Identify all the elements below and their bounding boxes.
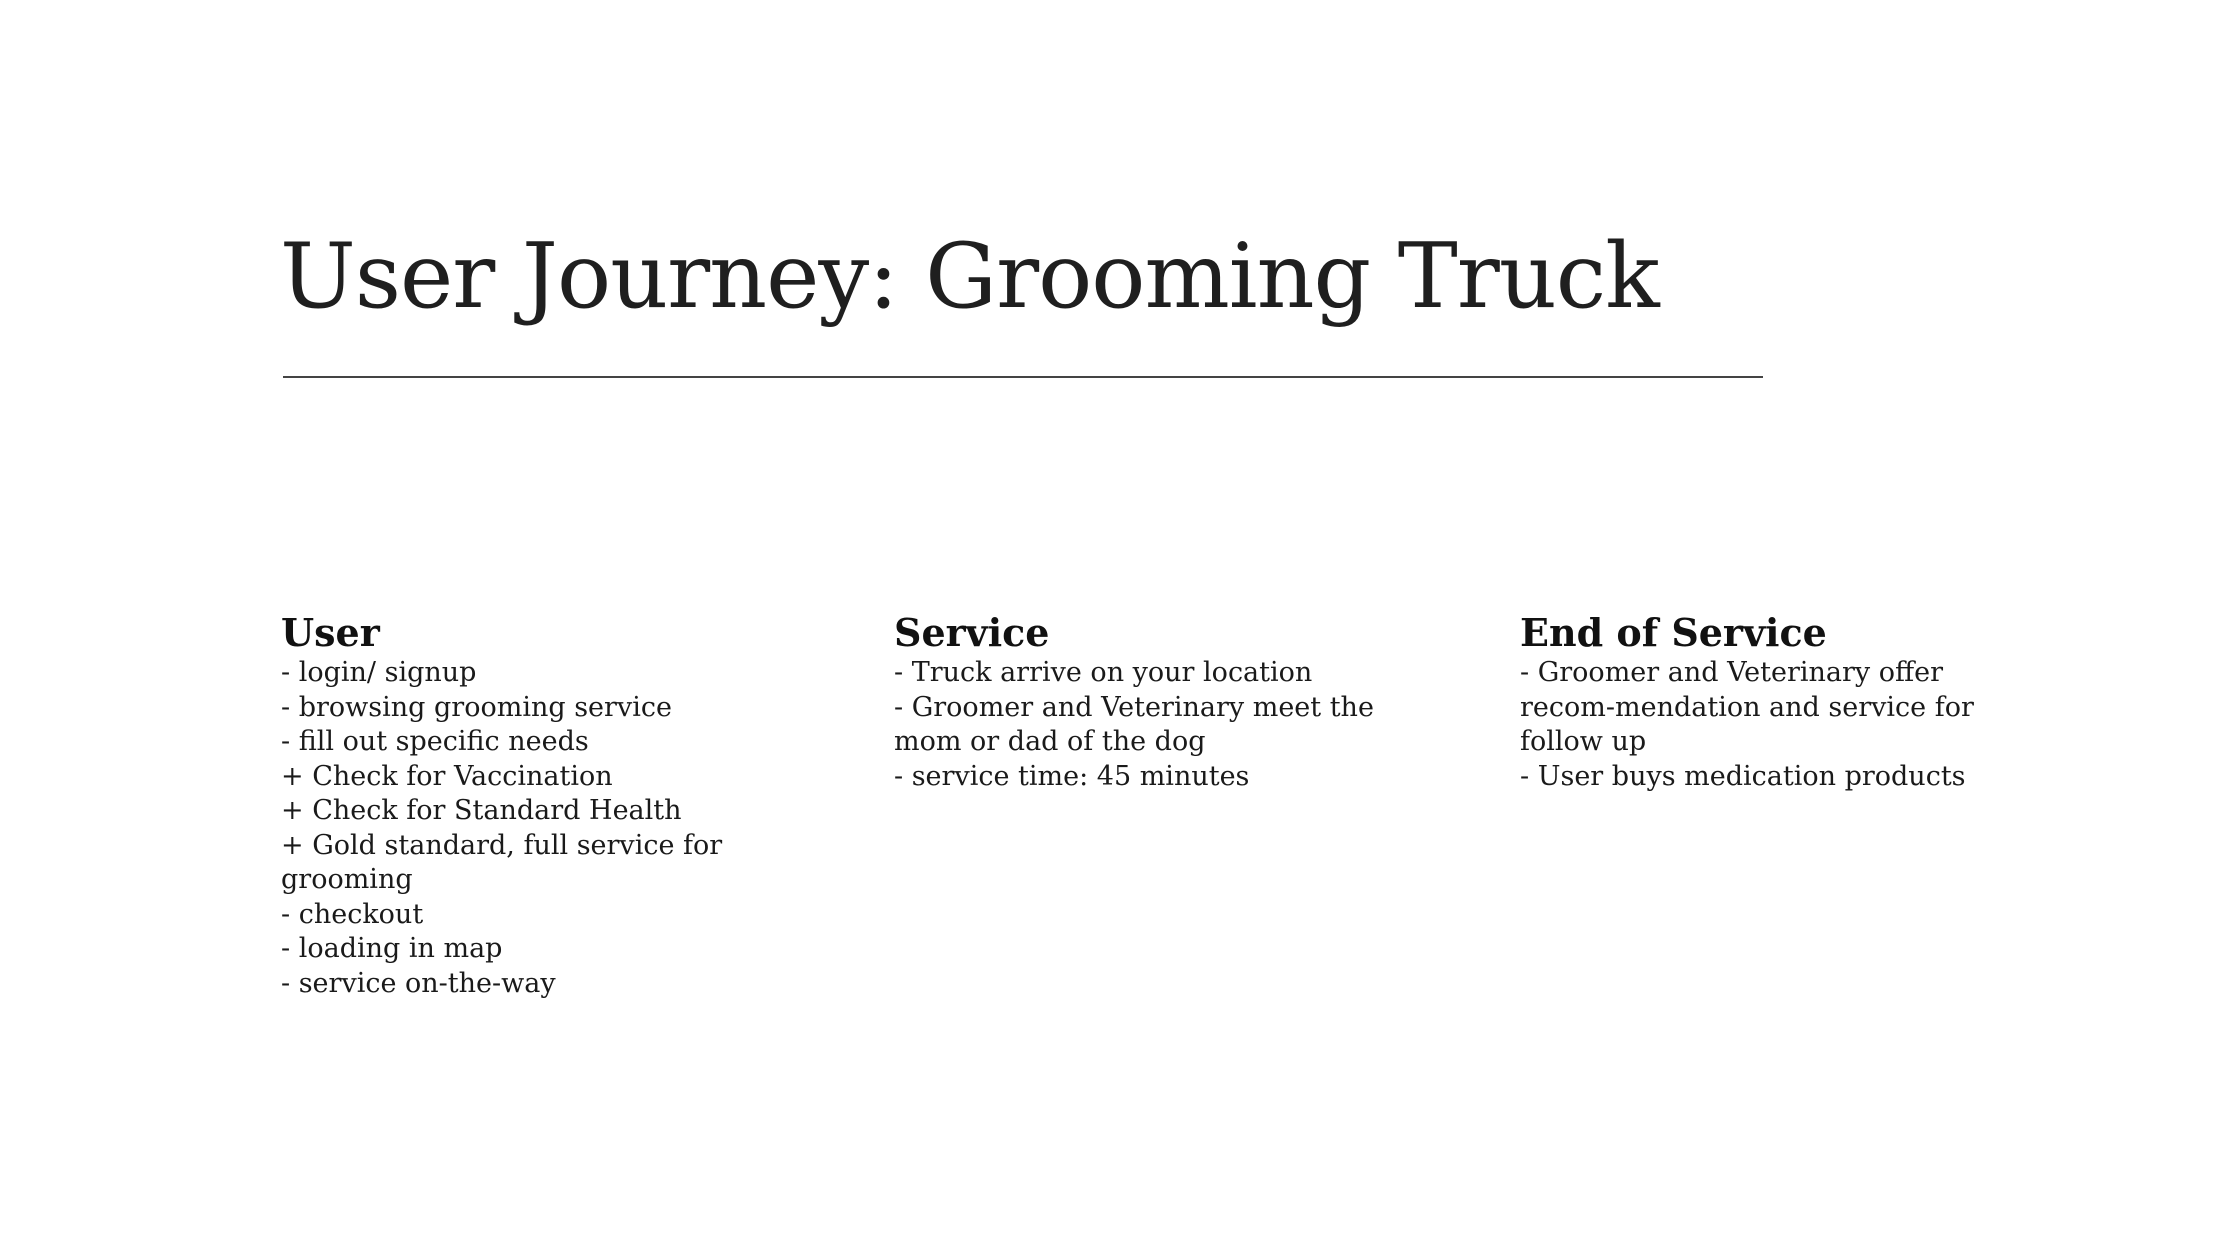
- column-user: [281, 610, 781, 1001]
- column-heading-user: User: [281, 610, 380, 655]
- list-item: - loading in map: [281, 933, 503, 964]
- column-heading-service: Service: [894, 610, 1050, 655]
- list-item: - service on-the-way: [281, 967, 556, 999]
- list-item: - Truck arrive on your location: [894, 657, 1313, 688]
- page-title: User Journey: Grooming Truck: [280, 224, 1659, 329]
- list-item: - fill out specific needs: [281, 726, 589, 757]
- column-list-end-of-service: [1520, 656, 2040, 794]
- list-item: + Gold standard, full service for grooming: [281, 829, 723, 895]
- list-item: - checkout: [281, 898, 424, 930]
- column-list-user: [281, 656, 781, 1001]
- title-divider: [283, 376, 1763, 378]
- column-service: [894, 610, 1414, 794]
- list-item: - Groomer and Veterinary offer recom-mendation and service for follow up: [1520, 657, 1974, 757]
- list-item: + Check for Standard Health: [281, 795, 682, 826]
- column-heading-end-of-service: End of Service: [1520, 610, 1827, 655]
- list-item: - login/ signup: [281, 657, 477, 688]
- column-end-of-service: [1520, 610, 2040, 794]
- list-item: + Check for Vaccination: [281, 760, 613, 792]
- list-item: - browsing grooming service: [281, 691, 672, 723]
- list-item: - User buys medication products: [1520, 760, 1966, 792]
- column-list-service: [894, 656, 1414, 794]
- list-item: - service time: 45 minutes: [894, 760, 1250, 792]
- list-item: - Groomer and Veterinary meet the mom or dad of the dog: [894, 691, 1374, 757]
